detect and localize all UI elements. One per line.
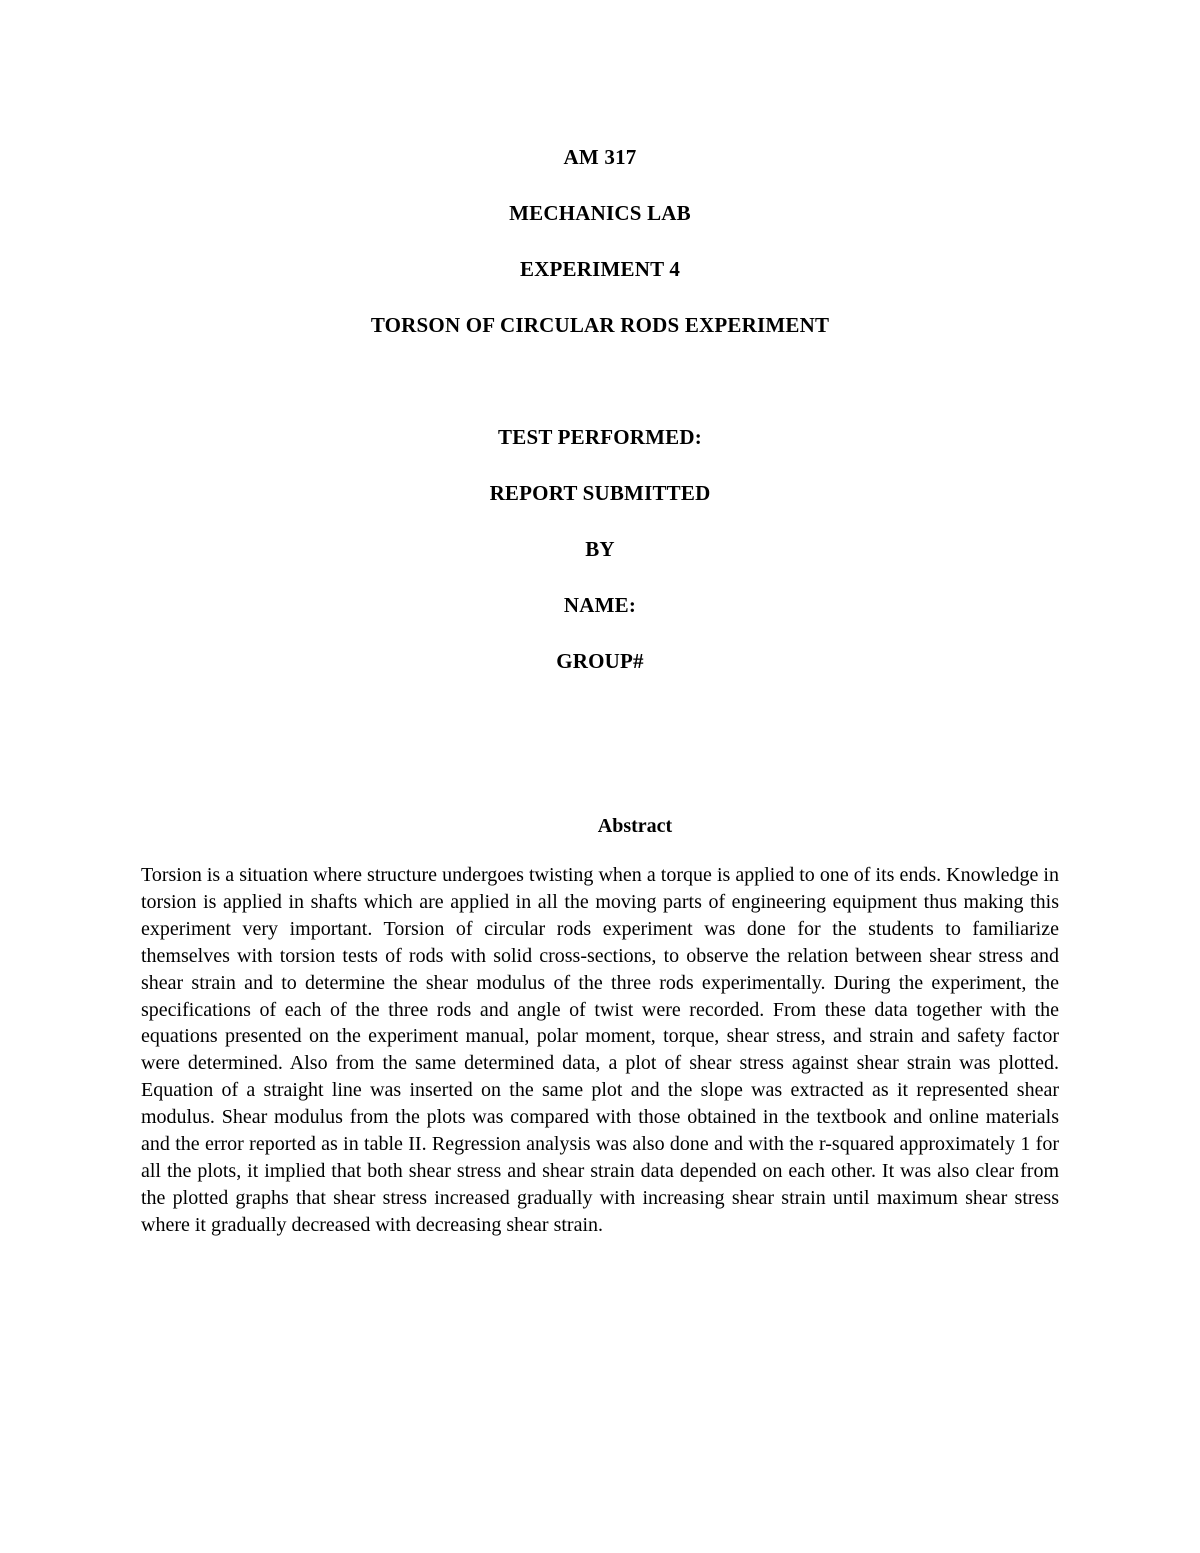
experiment-number: EXPERIMENT 4 — [519, 257, 681, 281]
name-label: NAME: — [563, 593, 637, 617]
report-submitted-label: REPORT SUBMITTED — [489, 481, 711, 505]
group-label: GROUP# — [556, 649, 644, 673]
course-code: AM 317 — [563, 145, 637, 169]
experiment-title: TORSON OF CIRCULAR RODS EXPERIMENT — [370, 313, 830, 337]
course-name: MECHANICS LAB — [509, 201, 691, 225]
test-performed-label: TEST PERFORMED: — [498, 425, 702, 449]
abstract-heading: Abstract — [597, 815, 673, 837]
abstract-body: Torsion is a situation where structure undergoes twisting when a torque is applied to one of its ends. Knowledge in torsion is applied in shafts which are applied in all the moving parts of engineering equipment thus making this experiment very important. Torsion of circular rods experiment was done for the students to familiarize themselves with torsion tests of rods with solid cross-sections, to observe the relation between shear stress and shear strain and to determine the shear modulus of the three rods experimentally. During the experiment, the specifications of each of the three rods and angle of twist were recorded. From these data together with the equations presented on the experiment manual, polar moment, torque, shear stress, and strain and safety factor were determined. Also from the same determined data, a plot of shear stress against shear strain was plotted. Equation of a straight line was inserted on the same plot and the slope was extracted as it represented shear modulus. Shear modulus from the plots was compared with those obtained in the textbook and online materials and the error reported as in table II. Regression analysis was also done and with the r-squared approximately 1 for all the plots, it implied that both shear stress and shear strain data depended on each other. It was also clear from the plotted graphs that shear stress increased gradually with increasing shear strain until maximum shear stress where it gradually decreased with decreasing shear strain. — [141, 864, 1059, 1236]
by-label: BY — [585, 537, 615, 561]
